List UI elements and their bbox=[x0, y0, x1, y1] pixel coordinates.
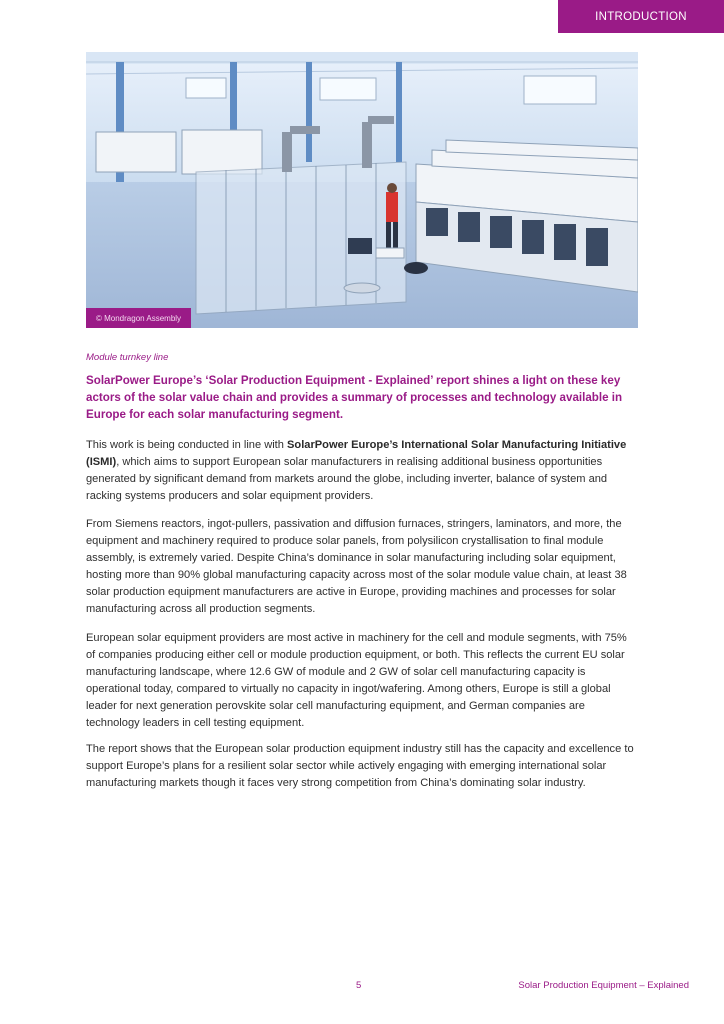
paragraph-equipment: From Siemens reactors, ingot-pullers, passivation and diffusion furnaces, stringers, laminators, and more, the equipment and machinery required to produce solar panels, from polysilicon crystallisation to final module assembly, is extremely varied. Despite China’s dominance in solar manufacturing including solar equipment, hosting more than 90% global manufacturing capacity across most of the solar module value chain, at least 38 solar production equipment manufacturers are active in Europe, providing machines and processes for solar manufacturing across all production segments. bbox=[86, 518, 627, 615]
figure-caption: Module turnkey line bbox=[86, 352, 169, 363]
paragraph-ismi-text-c: , which aims to support European solar manufacturers in realising additional business opportunities generated by significant demand from markets around the globe, including inverter, balance of system and racking systems producers and solar equipment providers. bbox=[86, 456, 608, 502]
footer-title: Solar Production Equipment – Explained bbox=[518, 980, 689, 991]
paragraph-ismi bbox=[86, 437, 638, 505]
lead-paragraph: SolarPower Europe’s ‘Solar Production Equipment - Explained’ report shines a light on these key actors of the solar value chain and provides a summary of processes and technology available in Europe for each solar manufacturing segment. bbox=[86, 374, 623, 421]
paragraph-report: The report shows that the European solar production equipment industry still has the capacity and excellence to support Europe’s plans for a resilient solar sector while actively engaging with emerging international solar manufacturing markets though it faces very strong competition from China’s dominating solar industry. bbox=[86, 743, 634, 789]
photo-credit: © Mondragon Assembly bbox=[86, 308, 191, 328]
section-label: INTRODUCTION bbox=[595, 10, 687, 23]
section-tab bbox=[558, 0, 724, 33]
page-number: 5 bbox=[356, 980, 362, 991]
factory-photo bbox=[86, 52, 638, 328]
paragraph-providers: European solar equipment providers are most active in machinery for the cell and module segments, with 75% of companies producing either cell or module production equipment, or both. This reflects the current EU solar manufacturing landscape, where 12.6 GW of module and 2 GW of solar cell manufacturing capacity is operational today, compared to virtually no capacity in ingot/wafering. Among others, Europe is still a global leader for next generation perovskite solar cell manufacturing equipment, and German companies are technology leaders in cell testing equipment. bbox=[86, 632, 627, 729]
paragraph-ismi-text-a: This work is being conducted in line with bbox=[86, 439, 288, 451]
factory-illustration bbox=[86, 52, 638, 328]
ismi-initiative-name: SolarPower Europe’s International Solar Manufacturing Initiative (ISMI) bbox=[86, 439, 627, 468]
